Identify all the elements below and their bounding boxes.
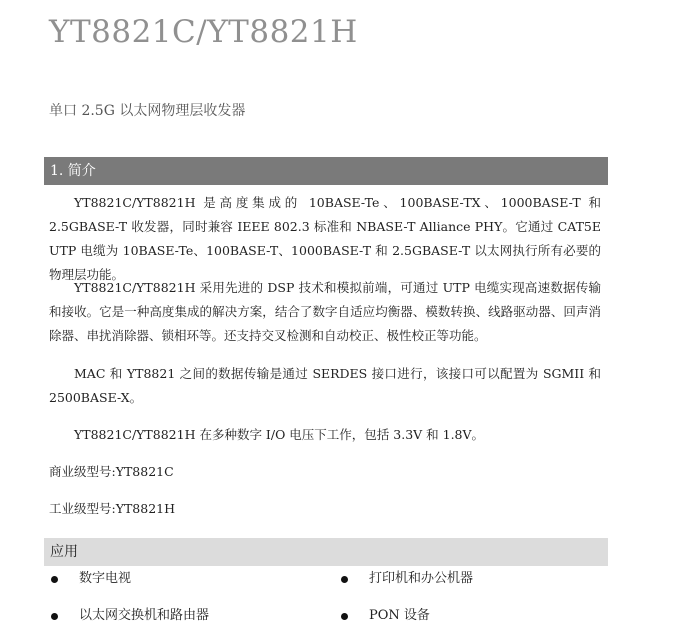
section-heading-intro: 1. 简介 [44, 157, 608, 185]
intro-paragraph: YT8821C/YT8821H 采用先进的 DSP 技术和模拟前端，可通过 UTP 电缆实现高速数据传输和接收。它是一种高度集成的解决方案，结合了数字自适应均衡器、模数转换、线路驱动器、回声消除器、串扰消除器、锁相环等。还支持交叉检测和自动校正、极性校正等功能。 [49, 280, 601, 343]
application-item: PON 设备 [369, 608, 430, 623]
commercial-model-line: 商业级型号:YT8821C [49, 464, 174, 479]
industrial-model-line: 工业级型号:YT8821H [49, 501, 176, 516]
intro-paragraph: YT8821C/YT8821H 在多种数字 I/O 电压下工作，包括 3.3V 和 1.8V。 [74, 427, 485, 442]
application-item: 打印机和办公机器 [369, 571, 474, 586]
bullet-icon [51, 613, 58, 620]
application-item: 以太网交换机和路由器 [79, 608, 210, 623]
section-heading-applications: 应用 [44, 538, 608, 566]
application-item: 数字电视 [79, 571, 132, 586]
bullet-icon [341, 613, 348, 620]
bullet-icon [341, 576, 348, 583]
intro-paragraph: MAC 和 YT8821 之间的数据传输是通过 SERDES 接口进行，该接口可以配置为 SGMII 和 2500BASE-X。 [49, 366, 601, 405]
document-title: YT8821C/YT8821H [49, 14, 358, 50]
intro-paragraph: YT8821C/YT8821H 是高度集成的 10BASE-Te、100BASE-TX、1000BASE-T 和 2.5GBASE-T 收发器，同时兼容 IEEE 802.3 标准和 NBASE-T Alliance PHY。它通过 CAT5E UTP 电缆为 10BASE-Te、100BASE-T、1000BASE-T 和 2.5GBASE-T 以太网执行所有必要的物理层功能。 [49, 195, 601, 282]
document-subtitle: 单口 2.5G 以太网物理层收发器 [49, 103, 246, 119]
bullet-icon [51, 576, 58, 583]
